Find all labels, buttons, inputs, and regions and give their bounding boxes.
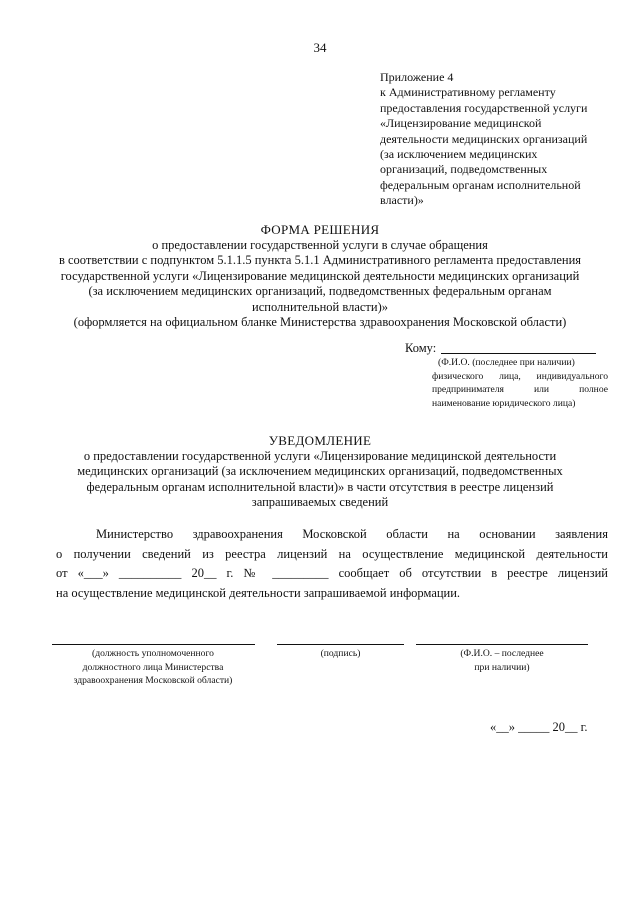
sign-label: (подпись) bbox=[320, 648, 361, 659]
notice-subtitle bbox=[40, 449, 600, 511]
notice-subtitle-line: медицинских организаций (за исключением медицинских организаций, подведомственных bbox=[77, 464, 563, 479]
position-signature-line[interactable] bbox=[52, 644, 255, 645]
appendix-line: деятельности медицинских организаций bbox=[380, 131, 588, 146]
fio-label bbox=[416, 647, 588, 674]
body-line: о получении сведений из реестра лицензий на осуществление медицинской деятельности bbox=[56, 546, 608, 561]
appendix-line: к Административному регламенту bbox=[380, 85, 556, 100]
notice-subtitle-line: федеральным органам исполнительной власти)» в части отсутствия в реестре лицензий bbox=[86, 479, 554, 494]
appendix-line: (за исключением медицинских bbox=[380, 147, 538, 162]
fio-signature-line[interactable] bbox=[416, 644, 588, 645]
form-subtitle-line: в соответствии с подпунктом 5.1.1.5 пункта 5.1.1 Административного регламента предоставления bbox=[58, 253, 582, 268]
body-line: на осуществление медицинской деятельности запрашиваемой информации. bbox=[56, 585, 461, 600]
page-number: 34 bbox=[313, 40, 327, 55]
recipient-field[interactable] bbox=[441, 353, 596, 354]
recipient-hint-line: (Ф.И.О. (последнее при наличии) bbox=[438, 357, 575, 368]
position-label bbox=[48, 647, 258, 688]
form-subtitle bbox=[40, 238, 600, 330]
fio-label-line: при наличии) bbox=[474, 661, 530, 673]
notice-subtitle-line: запрашиваемых сведений bbox=[251, 495, 389, 510]
appendix-header bbox=[380, 70, 620, 209]
body-paragraph bbox=[56, 525, 608, 603]
notice-subtitle-line: о предоставлении государственной услуги «Лицензирование медицинской деятельности bbox=[83, 449, 557, 463]
position-label-line: (должность уполномоченного bbox=[92, 648, 214, 659]
body-line: Министерство здравоохранения Московской области на основании заявления bbox=[96, 527, 608, 541]
appendix-line: предоставления государственной услуги bbox=[380, 100, 588, 115]
recipient-hint-line: наименование юридического лица) bbox=[432, 397, 576, 409]
appendix-line: «Лицензирование медицинской bbox=[380, 116, 542, 131]
notice-title: УВЕДОМЛЕНИЕ bbox=[268, 433, 372, 448]
position-label-line: здравоохранения Московской области) bbox=[73, 675, 233, 687]
form-subtitle-line: (за исключением медицинских организаций, подведомственных федеральным органам bbox=[88, 284, 552, 299]
form-subtitle-line: исполнительной власти)» bbox=[252, 299, 388, 314]
position-label-line: должностного лица Министерства bbox=[82, 661, 224, 673]
form-title: ФОРМА РЕШЕНИЯ bbox=[260, 222, 380, 237]
form-subtitle-line: государственной услуги «Лицензирование медицинской деятельности медицинских организаций bbox=[60, 268, 580, 283]
body-line: от «___» __________ 20__ г. № _________ сообщает об отсутствии в реестре лицензий bbox=[56, 566, 608, 580]
appendix-line: федеральным органам исполнительной bbox=[380, 177, 581, 192]
fio-label-line: (Ф.И.О. – последнее bbox=[460, 648, 544, 659]
signature-line[interactable] bbox=[277, 644, 404, 645]
appendix-line: организаций, подведомственных bbox=[380, 162, 548, 177]
recipient-hint bbox=[432, 356, 608, 410]
appendix-line: власти)» bbox=[380, 193, 424, 208]
form-subtitle-line: о предоставлении государственной услуги в случае обращения bbox=[152, 238, 488, 252]
appendix-line: Приложение 4 bbox=[380, 70, 454, 84]
date-line: «__» _____ 20__ г. bbox=[490, 720, 588, 734]
recipient-hint-line: предпринимателя или полное bbox=[432, 384, 608, 396]
recipient-label: Кому: bbox=[405, 341, 437, 355]
recipient-hint-line: физического лица, индивидуального bbox=[432, 370, 608, 382]
form-subtitle-line: (оформляется на официальном бланке Министерства здравоохранения Московской области) bbox=[73, 315, 567, 330]
